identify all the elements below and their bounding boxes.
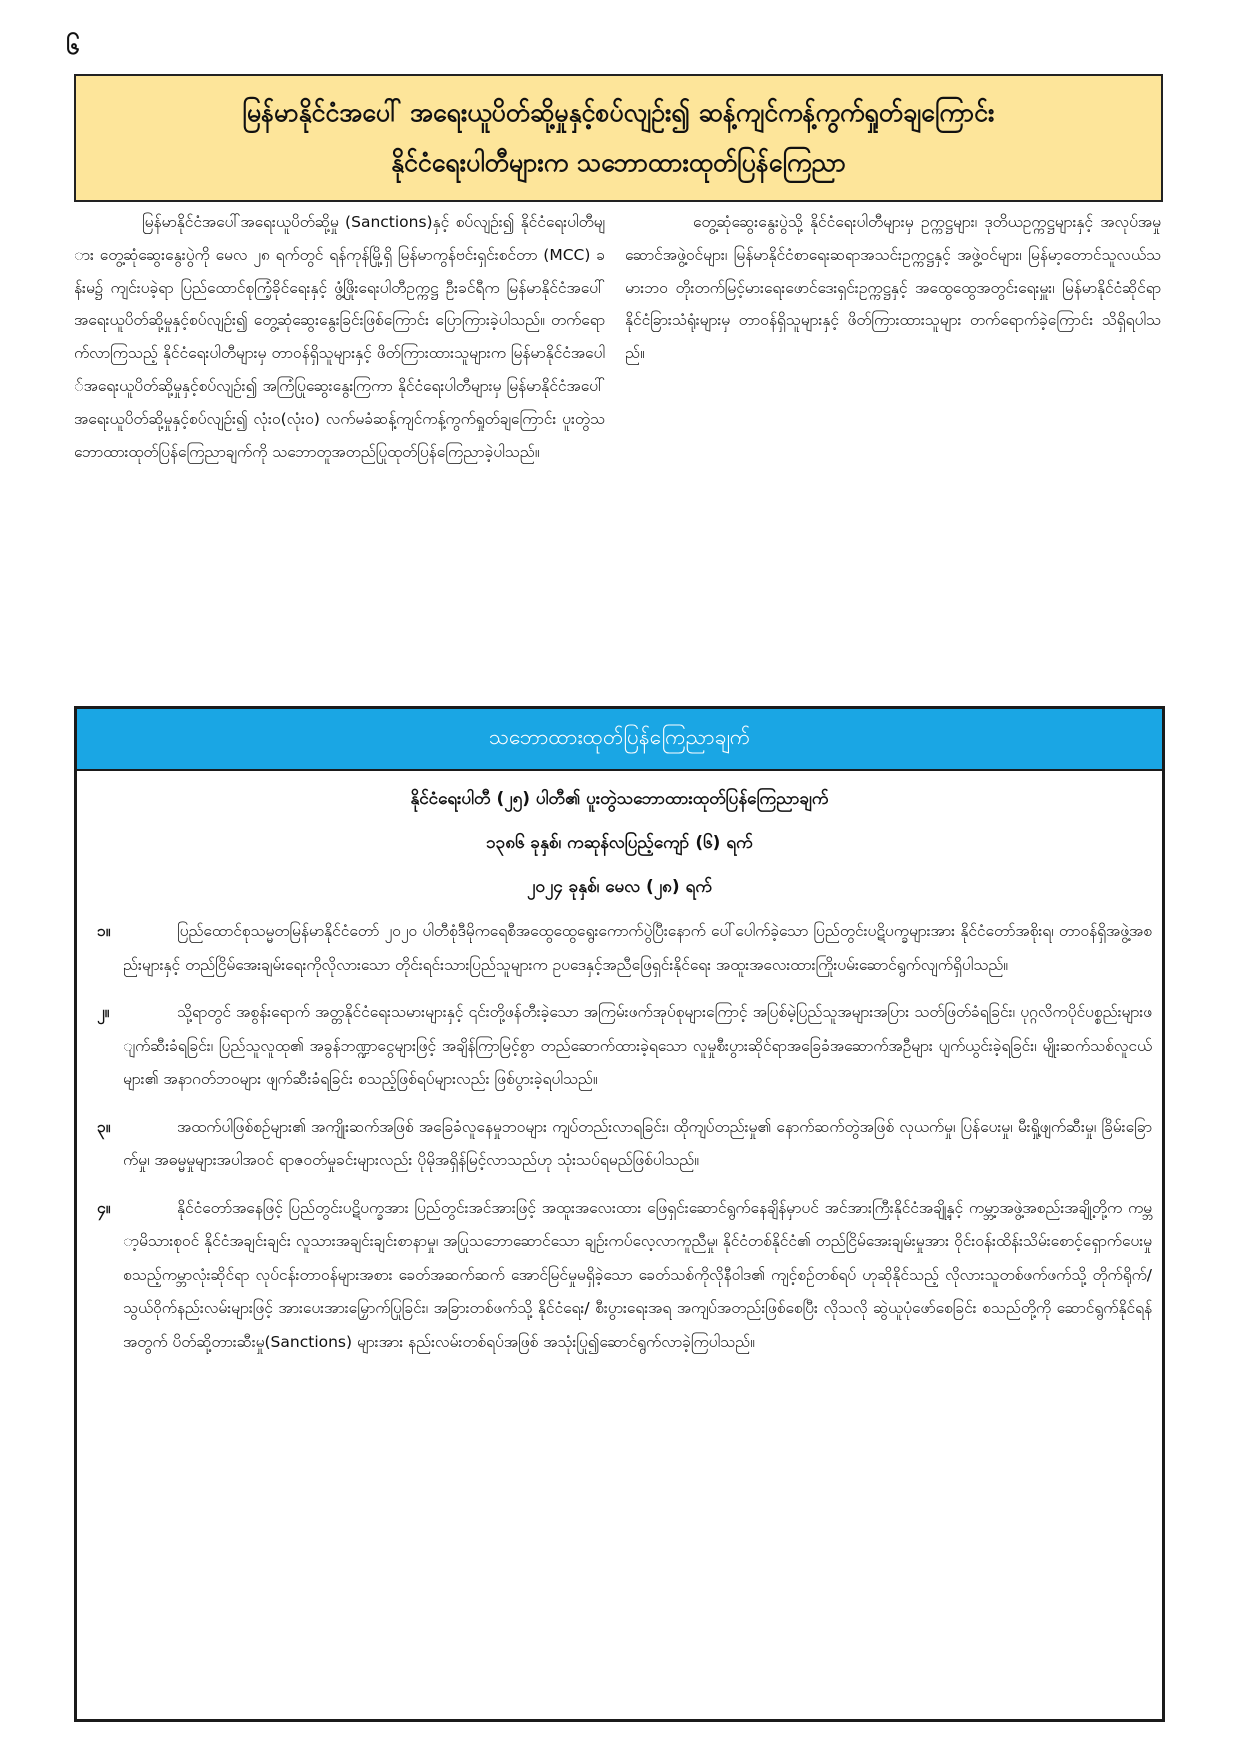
statement-paragraph xyxy=(89,1192,1152,1360)
headline-box xyxy=(74,74,1163,202)
paragraph-number: ၁။ xyxy=(97,922,111,940)
statement-paragraph xyxy=(89,1111,1152,1178)
paragraph-number: ၂။ xyxy=(97,1003,110,1021)
paragraph-text: သို့ရာတွင် အစွန်းရောက် အတ္တနိုင်ငံရေးသမားများနှင့် ၎င်းတို့ဖန်တီးခဲ့သော အကြမ်းဖက်အုပ်စုများကြောင့် အပြစ်မဲ့ပြည်သူအများအပြား သတ်ဖြတ်ခံရခြင်း၊ ပုဂ္ဂလိကပိုင်ပစ္စည်းများဖျက်ဆီးခံရခြင်း၊ ပြည်သူလူထု၏ အခွန်ဘဏ္ဍာငွေများဖြင့် အချိန်ကြာမြင့်စွာ တည်ဆောက်ထားခဲ့ရသော လူမှုစီးပွားဆိုင်ရာအခြေခံအဆောက်အဦများ ပျက်ယွင်းခဲ့ရခြင်း၊ မျိုးဆက်သစ်လူငယ်များ၏ အနာဂတ်ဘဝများ ဖျက်ဆီးခံရခြင်း စသည့်ဖြစ်ရပ်များလည်း ဖြစ်ပွားခဲ့ရပါသည်။ xyxy=(123,1003,1152,1088)
paragraph-text: နိုင်ငံတော်အနေဖြင့် ပြည်တွင်းပဋိပက္ခအား ပြည်တွင်းအင်အားဖြင့် အထူးအလေးထား ဖြေရှင်းဆောင်ရွက်နေချိန်မှာပင် အင်အားကြီးနိုင်ငံအချို့နှင့် ကမ္ဘာ့အဖွဲ့အစည်းအချို့တို့က ကမ္ဘာ့မိသားစုဝင် နိုင်ငံအချင်းချင်း လူသားအချင်းချင်းစာနာမှု၊ အပြုသဘောဆောင်သော ချဉ်းကပ်လေ့လာကူညီမှု၊ နိုင်ငံတစ်နိုင်ငံ၏ တည်ငြိမ်အေးချမ်းမှုအား ဝိုင်းဝန်းထိန်းသိမ်းစောင့်ရှောက်ပေးမှု စသည့်ကမ္ဘာလုံးဆိုင်ရာ လုပ်ငန်းတာဝန်များအစား ခေတ်အဆက်ဆက် အောင်မြင်မှုမရှိခဲ့သော ခေတ်သစ်ကိုလိုနီဝါဒ၏ ကျင့်စဉ်တစ်ရပ် ဟုဆိုနိုင်သည့် လိုလားသူတစ်ဖက်ဖက်သို့ တိုက်ရိုက်/ သွယ်ဝိုက်နည်းလမ်းများဖြင့် အားပေးအားမြှောက်ပြုခြင်း၊ အခြားတစ်ဖက်သို့ နိုင်ငံရေး/ စီးပွားရေးအရ အကျပ်အတည်းဖြစ်စေပြီး လိုသလို ဆွဲယူပုံဖော်စေခြင်း စသည်တို့ကို ဆောင်ရွက်နိုင်ရန်အတွက် ပိတ်ဆို့တားဆီးမှု(Sanctions) များအား နည်းလမ်းတစ်ရပ်အဖြစ် အသုံးပြု၍ဆောင်ရွက်လာခဲ့ကြပါသည်။ xyxy=(123,1198,1152,1351)
page-number: ၆ xyxy=(66,32,80,60)
statement-box xyxy=(74,706,1165,1722)
statement-paragraph xyxy=(89,996,1152,1097)
article-left-column: မြန်မာနိုင်ငံအပေါ်အရေးယူပိတ်ဆို့မှု (Sanctions)နှင့် စပ်လျဉ်း၍ နိုင်ငံရေးပါတီများ တွေ့ဆုံဆွေးနွေးပွဲကို မေလ ၂၈ ရက်တွင် ရန်ကုန်မြို့ရှိ မြန်မာကွန်ဗင်းရှင်းစင်တာ (MCC) ခန်းမ၌ ကျင်းပခဲ့ရာ ပြည်ထောင်စုကြံ့ခိုင်ရေးနှင့် ဖွံ့ဖြိုးရေးပါတီဥက္ကဋ္ဌ ဦးခင်ရီက မြန်မာနိုင်ငံအပေါ် အရေးယူပိတ်ဆို့မှုနှင့်စပ်လျဉ်း၍ တွေ့ဆုံဆွေးနွေးခြင်းဖြစ်ကြောင်း ပြောကြားခဲ့ပါသည်။ တက်ရောက်လာကြသည့် နိုင်ငံရေးပါတီများမှ တာဝန်ရှိသူများနှင့် ဖိတ်ကြားထားသူများက မြန်မာနိုင်ငံအပေါ်အရေးယူပိတ်ဆို့မှုနှင့်စပ်လျဉ်း၍ အကြံပြုဆွေးနွေးကြကာ နိုင်ငံရေးပါတီများမှ မြန်မာနိုင်ငံအပေါ် အရေးယူပိတ်ဆို့မှုနှင့်စပ်လျဉ်း၍ လုံးဝ(လုံးဝ) လက်မခံဆန့်ကျင်ကန့်ကွက်ရှုတ်ချကြောင်း ပူးတွဲသဘောထားထုတ်ပြန်ကြေညာချက်ကို သဘောတူအတည်ပြုထုတ်ပြန်ကြေညာခဲ့ပါသည်။ xyxy=(74,213,605,461)
statement-header xyxy=(77,709,1162,771)
article-right-column: တွေ့ဆုံဆွေးနွေးပွဲသို့ နိုင်ငံရေးပါတီများမှ ဥက္ကဋ္ဌများ၊ ဒုတိယဥက္ကဋ္ဌများနှင့် အလုပ်အမှုဆောင်အဖွဲ့ဝင်များ၊ မြန်မာနိုင်ငံစာရေးဆရာအသင်းဥက္ကဋ္ဌနှင့် အဖွဲ့ဝင်များ၊ မြန်မာ့တောင်သူလယ်သမားဘဝ တိုးတက်မြင့်မားရေးဖောင်ဒေးရှင်းဥက္ကဋ္ဌနှင့် အထွေထွေအတွင်းရေးမှူး၊ မြန်မာနိုင်ငံဆိုင်ရာ နိုင်ငံခြားသံရုံးများမှ တာဝန်ရှိသူများနှင့် ဖိတ်ကြားထားသူများ တက်ရောက်ခဲ့ကြောင်း သိရှိရပါသည်။ xyxy=(625,213,1161,363)
headline-line-1: မြန်မာနိုင်ငံအပေါ် အရေးယူပိတ်ဆို့မှုနှင့်စပ်လျဉ်း၍ ဆန့်ကျင်ကန့်ကွက်ရှုတ်ချကြောင်း xyxy=(242,98,995,127)
paragraph-number: ၃။ xyxy=(97,1117,111,1136)
paragraph-number: ၄။ xyxy=(97,1198,111,1217)
paragraph-text: ပြည်ထောင်စုသမ္မတမြန်မာနိုင်ငံတော် ၂၀၂၀ ပါတီစုံဒီမိုကရေစီအထွေထွေရွေးကောက်ပွဲပြီးနောက် ပေါ်ပေါက်ခဲ့သော ပြည်တွင်းပဋိပက္ခများအား နိုင်ငံတော်အစိုးရ၊ တာဝန်ရှိအဖွဲ့အစည်းများနှင့် တည်ငြိမ်အေးချမ်းရေးကိုလိုလားသော တိုင်းရင်းသားပြည်သူများက ဥပဒေနှင့်အညီဖြေရှင်းနိုင်ရေး အထူးအလေးထားကြိုးပမ်းဆောင်ရွက်လျက်ရှိပါသည်။ xyxy=(123,922,1152,974)
statement-title: နိုင်ငံရေးပါတီ (၂၅) ပါတီ၏ ပူးတွဲသဘောထားထုတ်ပြန်ကြေညာချက် xyxy=(410,789,829,809)
statement-paragraph xyxy=(89,915,1152,982)
paragraph-text: အထက်ပါဖြစ်စဉ်များ၏ အကျိုးဆက်အဖြစ် အခြေခံလူနေမှုဘဝများ ကျပ်တည်းလာရခြင်း၊ ထိုကျပ်တည်းမှု၏ နောက်ဆက်တွဲအဖြစ် လုယက်မှု၊ ပြန်ပေးမှု၊ မီးရှို့ဖျက်ဆီးမှု၊ ခြိမ်းခြောက်မှု၊ အဓမ္မမှုများအပါအဝင် ရာဇဝတ်မှုခင်းများလည်း ပိုမိုအရှိန်မြင့်လာသည်ဟု သုံးသပ်ရမည်ဖြစ်ပါသည်။ xyxy=(123,1117,1152,1169)
statement-gregorian-date: ၂၀၂၄ ခုနှစ်၊ မေလ (၂၈) ရက် xyxy=(527,877,712,897)
statement-myanmar-date: ၁၃၈၆ ခုနှစ်၊ ကဆုန်လပြည့်ကျော် (၆) ရက် xyxy=(486,833,753,853)
headline-line-2: နိုင်ငံရေးပါတီများက သဘောထားထုတ်ပြန်ကြေညာ xyxy=(391,148,846,177)
statement-header-title: သဘောထားထုတ်ပြန်ကြေညာချက် xyxy=(488,724,751,749)
